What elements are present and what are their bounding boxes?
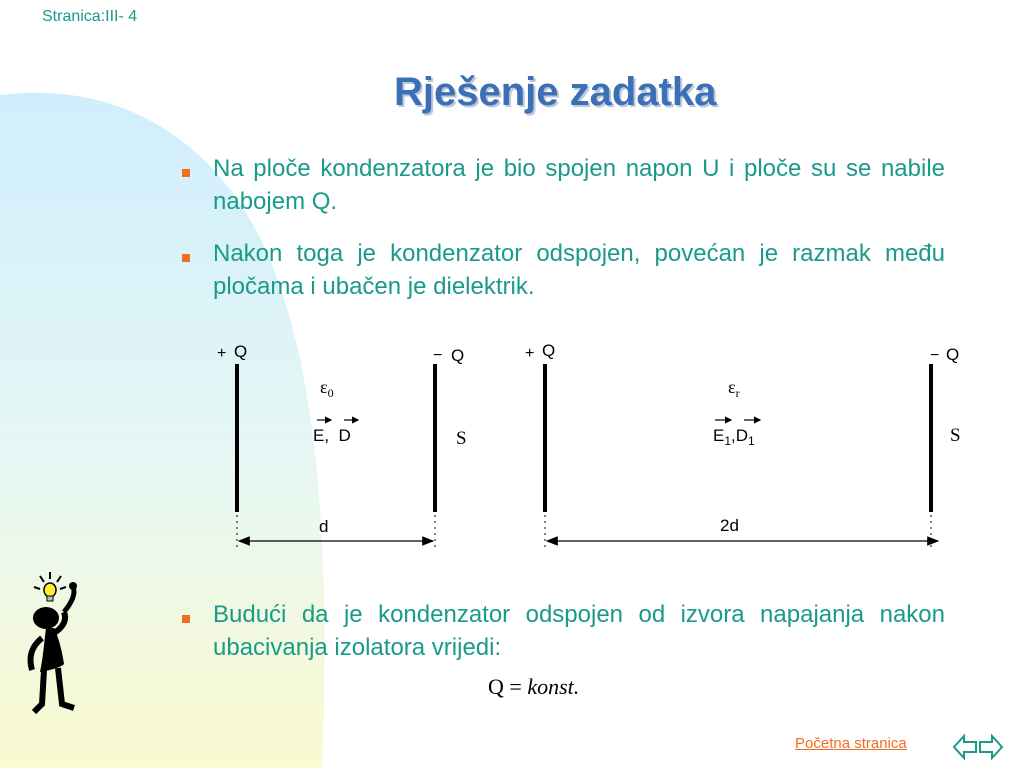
right-area-label: S <box>950 425 961 446</box>
page-number: Stranica:III- 4 <box>42 8 138 25</box>
forward-arrow-icon[interactable] <box>976 730 1006 764</box>
formula-rhs: konst. <box>527 674 580 699</box>
bullet-marker <box>182 615 190 623</box>
formula-equals: = <box>509 674 522 699</box>
left-minus-q: Q <box>451 346 465 365</box>
right-plus-sign: + <box>525 345 535 362</box>
right-minus-sign: − <box>930 347 940 364</box>
charge-constant-formula <box>488 674 579 700</box>
right-epsilon: $\varepsilon_r$ <box>728 377 740 400</box>
formula-lhs: Q <box>488 674 504 699</box>
left-capacitor <box>217 342 467 550</box>
left-minus-sign: − <box>433 347 443 364</box>
slide-title: Rješenje zadatka <box>394 70 717 114</box>
left-field-label: E, D <box>313 426 351 445</box>
left-plus-q: Q <box>234 342 248 361</box>
idea-stick-figure-icon <box>20 572 90 742</box>
home-page-link[interactable]: Početna stranica <box>795 735 907 752</box>
bullet-text-2: Nakon toga je kondenzator odspojen, povećan je razmak među pločama i ubačen je dielektrik. <box>213 240 945 300</box>
left-distance-label: d <box>319 517 329 536</box>
right-capacitor <box>525 341 961 550</box>
left-area-label: S <box>456 428 467 449</box>
left-plus-sign: + <box>217 345 227 362</box>
bullet-text-3: Budući da je kondenzator odspojen od izvora napajanja nakon ubacivanja izolatora vrijedi: <box>213 601 945 661</box>
right-plus-q: Q <box>542 341 556 360</box>
bullet-text-1: Na ploče kondenzatora je bio spojen napon U i ploče su se nabile nabojem Q. <box>213 155 945 215</box>
right-minus-q: Q <box>946 345 960 364</box>
right-field-label: $E_1,D_1$ <box>713 426 755 448</box>
right-distance-label: 2d <box>720 516 739 535</box>
left-epsilon: $\varepsilon_0$ <box>320 377 334 400</box>
